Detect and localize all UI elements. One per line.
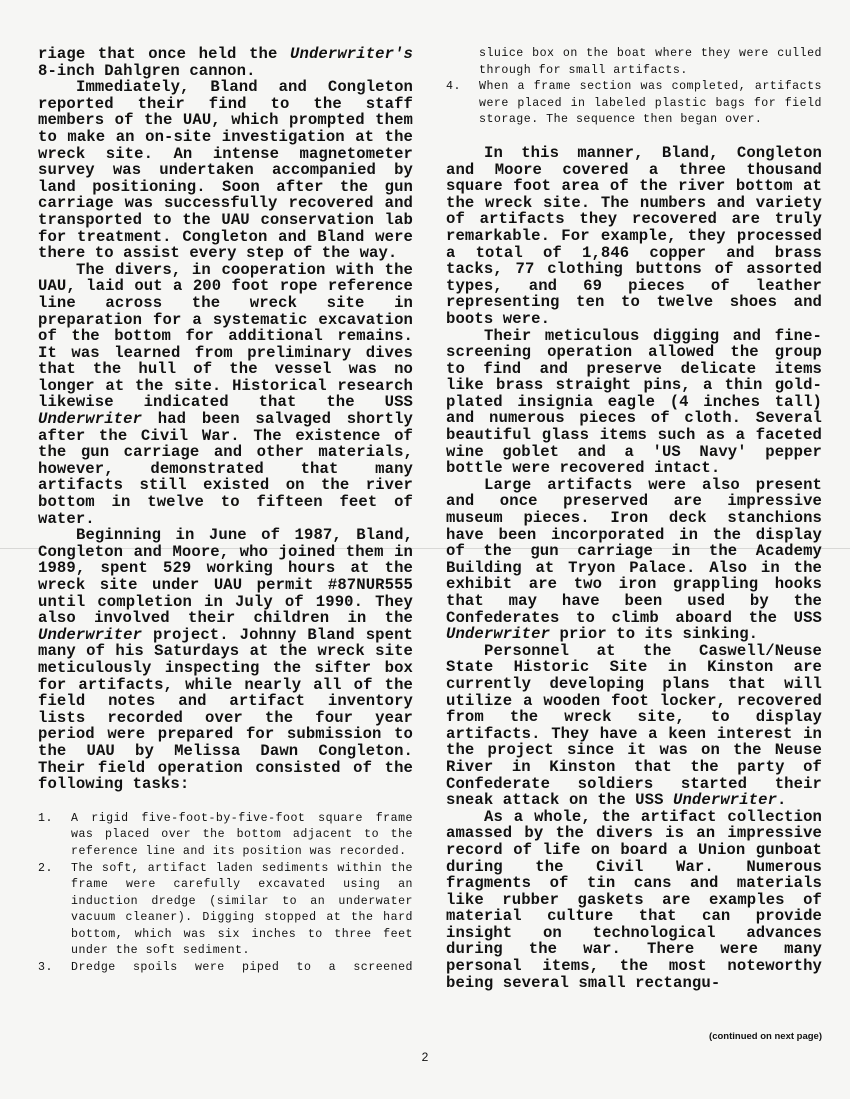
task-item-continuation: sluice box on the boat where they were culled through for small artifacts. <box>479 47 822 77</box>
paragraph-carriage: riage that once held the Underwriter's 8-inch Dahlgren cannon. <box>38 45 413 80</box>
paragraph-meticulous: Their meticulous digging and fine-screening operation allowed the group to find and preserve delicate items like brass straight pins, a thin gold-plated insignia eagle (4 inches tall) and numerous pieces of cloth. Several beautiful glass items such as a faceted wine goblet and a 'US Navy' pepper bottle were recovered intact. <box>446 326 822 478</box>
task-item: 2. The soft, artifact laden sediments within the frame were carefully excavated using an induction dredge (similar to an underwater vacuum cleaner). Digging stopped at the hard bottom, which was six inches to three feet under the soft sediment. <box>38 861 413 958</box>
left-column <box>38 46 413 977</box>
right-column <box>446 46 822 991</box>
paragraph-beginning: Beginning in June of 1987, Bland, Congleton and Moore, who joined them in 1989, spent 529 working hours at the wreck site under UAU permit #87NUR555 until completion in July of 1990. They also involved their children in the Underwriter project. Johnny Bland spent many of his Saturdays at the wreck site meticulously inspecting the sifter box for artifacts, while nearly all of the field notes and artifact inventory lists recorded over the four year period were prepared for submission to the UAU by Melissa Dawn Congleton. Their field operation consisted of the following tasks: <box>38 526 413 794</box>
task-item: 4. When a frame section was completed, artifacts were placed in labeled plastic bags for field storage. The sequence then began over. <box>446 80 822 127</box>
paragraph-report: Immediately, Bland and Congleton reported their find to the staff members of the UAU, which prompted them to make an on-site investigation at the wreck site. An intense magnetometer survey was undertaken accompanied by land positioning. Soon after the gun carriage was successfully recovered and transported to the UAU conservation lab for treatment. Congleton and Bland were there to assist every step of the way. <box>38 78 413 263</box>
paragraph-whole: As a whole, the artifact collection amassed by the divers is an impressive record of life on board a Union gunboat during the Civil War. Numerous fragments of tin cans and materials like rubber gaskets are examples of material culture that can provide insight on technological advances during the war. There were many personal items, the most noteworthy being several small rectangu- <box>446 807 822 992</box>
page-number: 2 <box>421 1050 429 1064</box>
paragraph-large-artifacts: Large artifacts were also present and once preserved are impressive museum pieces. Iron deck stanchions have been incorporated in the display of the gun carriage in the Academy Building at Tryon Palace. Also in the exhibit are two iron grappling hooks that may have been used by the Confederates to climb aboard the USS Underwriter prior to its sinking. <box>446 475 822 644</box>
continued-note: (continued on next page) <box>709 1031 822 1042</box>
task-list <box>38 811 413 977</box>
paragraph-reference-line: The divers, in cooperation with the UAU, laid out a 200 foot rope reference line across the wreck site in preparation for a systematic excavation of the bottom for additional remains. It was learned from preliminary dives that the hull of the vessel was no longer at the site. Historical research likewise indicated that the USS Underwriter had been salvaged shortly after the Civil War. The existence of the gun carriage and other materials, however, demonstrated that many artifacts still existed on the river bottom in twelve to fifteen feet of water. <box>38 260 413 528</box>
task-list-continued <box>446 46 822 129</box>
paragraph-personnel: Personnel at the Caswell/Neuse State Historic Site in Kinston are currently developing plans that will utilize a wooden foot locker, recovered from the wreck site, to display artifacts. They have a keen interest in the project since it was on the Neuse River in Kinston that the party of Confederate soldiers started their sneak attack on the USS Underwriter. <box>446 641 822 810</box>
task-item: 1. A rigid five-foot-by-five-foot square frame was placed over the bottom adjacent to the reference line and its position was recorded. <box>38 811 413 858</box>
task-item: 3. Dredge spoils were piped to a screened <box>38 961 413 975</box>
paragraph-manner: In this manner, Bland, Congleton and Moore covered a three thousand square foot area of the river bottom at the wreck site. The numbers and variety of artifacts they recovered are truly remarkable. For example, they processed a total of 1,846 copper and brass tacks, 77 clothing buttons of assorted types, and 69 pieces of leather representing ten to twelve shoes and boots were. <box>446 143 822 328</box>
